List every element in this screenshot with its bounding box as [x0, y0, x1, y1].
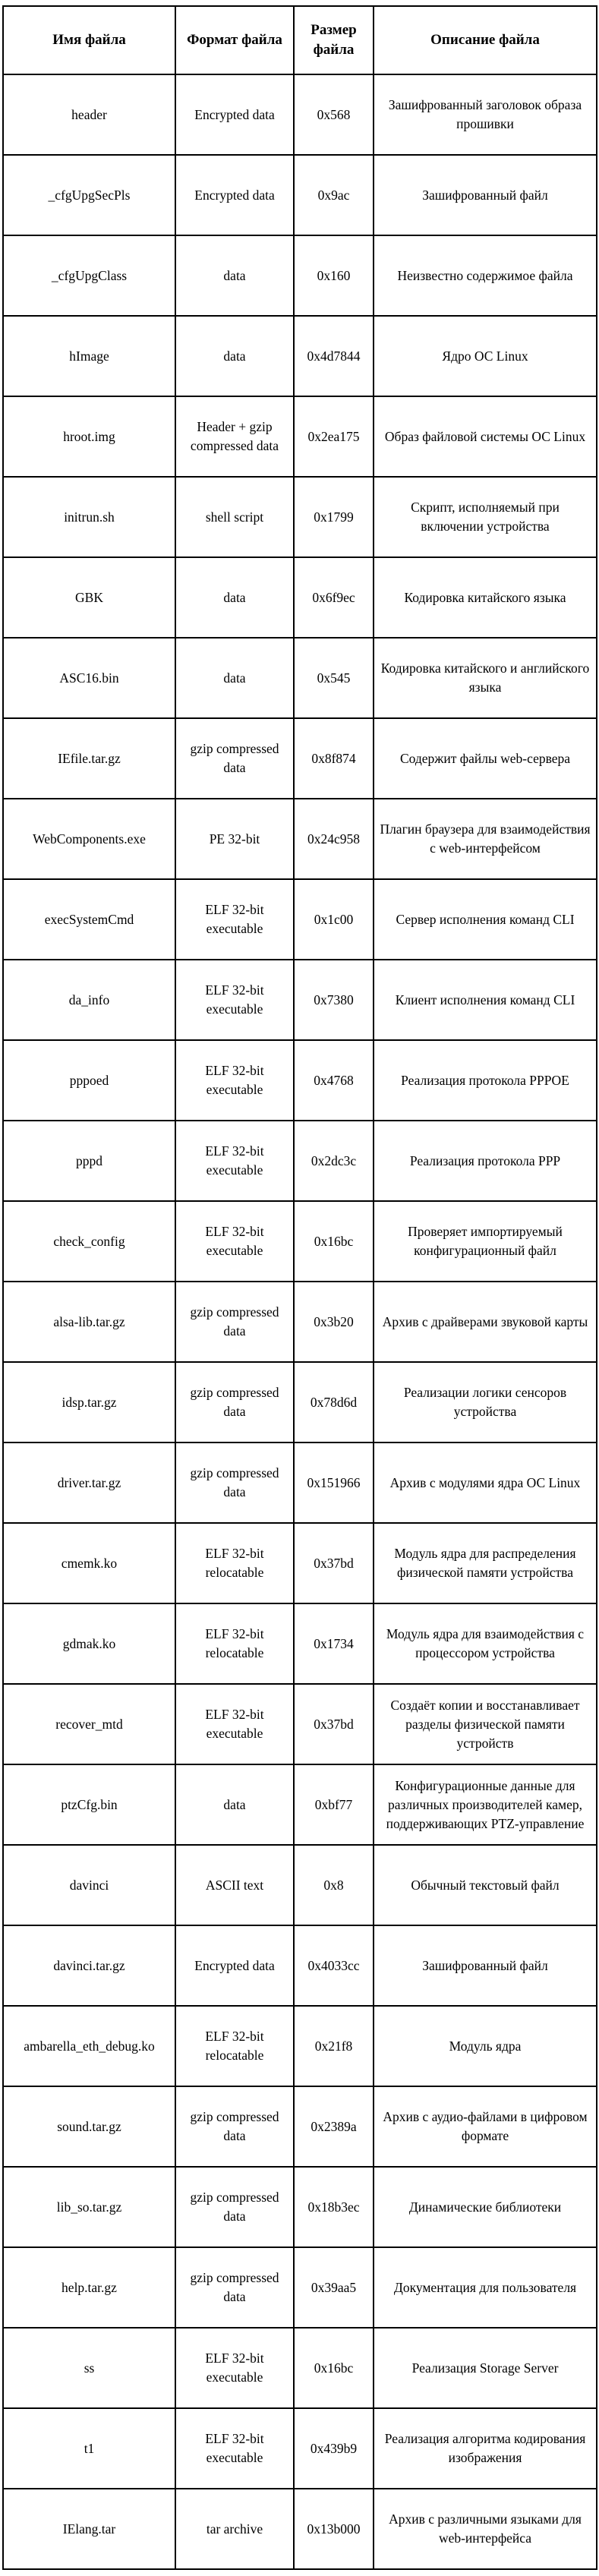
- file-description-cell: Образ файловой системы ОС Linux: [374, 396, 597, 477]
- file-description-cell: Архив с модулями ядра ОС Linux: [374, 1442, 597, 1523]
- file-format-cell: gzip compressed data: [175, 718, 294, 799]
- file-description-cell: Кодировка китайского языка: [374, 557, 597, 638]
- column-header-file-size: Размер файла: [294, 6, 374, 74]
- file-format-cell: data: [175, 638, 294, 718]
- file-format-cell: ELF 32-bit executable: [175, 2408, 294, 2489]
- column-header-file-name: Имя файла: [3, 6, 175, 74]
- file-size-cell: 0x2ea175: [294, 396, 374, 477]
- file-description-cell: Клиент исполнения команд CLI: [374, 960, 597, 1040]
- file-format-cell: gzip compressed data: [175, 2086, 294, 2167]
- file-description-cell: Модуль ядра для распределения физической памяти устройства: [374, 1523, 597, 1603]
- file-size-cell: 0x78d6d: [294, 1362, 374, 1442]
- file-size-cell: 0x8: [294, 1845, 374, 1925]
- file-size-cell: 0x7380: [294, 960, 374, 1040]
- file-size-cell: 0x3b20: [294, 1282, 374, 1362]
- file-size-cell: 0x16bc: [294, 1201, 374, 1282]
- file-size-cell: 0x39aa5: [294, 2247, 374, 2328]
- table-row: [3, 799, 597, 879]
- file-name-cell: lib_so.tar.gz: [3, 2167, 175, 2247]
- table-row: [3, 1603, 597, 1684]
- file-name-cell: IElang.tar: [3, 2489, 175, 2569]
- file-name-cell: ptzCfg.bin: [3, 1764, 175, 1845]
- file-description-cell: Скрипт, исполняемый при включении устройства: [374, 477, 597, 557]
- table-row: [3, 1040, 597, 1121]
- file-name-cell: idsp.tar.gz: [3, 1362, 175, 1442]
- column-header-file-description: Описание файла: [374, 6, 597, 74]
- file-size-cell: 0x6f9ec: [294, 557, 374, 638]
- file-description-cell: Реализация протокола PPPOE: [374, 1040, 597, 1121]
- file-size-cell: 0x4768: [294, 1040, 374, 1121]
- file-format-cell: tar archive: [175, 2489, 294, 2569]
- file-format-cell: data: [175, 235, 294, 316]
- table-row: [3, 1121, 597, 1201]
- file-name-cell: t1: [3, 2408, 175, 2489]
- file-format-cell: PE 32-bit: [175, 799, 294, 879]
- table-row: [3, 1523, 597, 1603]
- file-size-cell: 0x37bd: [294, 1523, 374, 1603]
- file-size-cell: 0x16bc: [294, 2328, 374, 2408]
- file-size-cell: 0x8f874: [294, 718, 374, 799]
- table-header: [3, 6, 597, 74]
- file-format-cell: Encrypted data: [175, 155, 294, 235]
- header-row: [3, 6, 597, 74]
- file-size-cell: 0x439b9: [294, 2408, 374, 2489]
- table-row: [3, 1201, 597, 1282]
- file-size-cell: 0x4033cc: [294, 1925, 374, 2006]
- file-name-cell: check_config: [3, 1201, 175, 1282]
- file-description-cell: Сервер исполнения команд CLI: [374, 879, 597, 960]
- file-name-cell: ss: [3, 2328, 175, 2408]
- file-description-cell: Создаёт копии и восстанавливает разделы физической памяти устройств: [374, 1684, 597, 1764]
- file-description-cell: Реализация протокола PPP: [374, 1121, 597, 1201]
- file-size-cell: 0x2389a: [294, 2086, 374, 2167]
- file-size-cell: 0x1799: [294, 477, 374, 557]
- file-name-cell: WebComponents.exe: [3, 799, 175, 879]
- file-format-cell: Header + gzip compressed data: [175, 396, 294, 477]
- file-name-cell: ambarella_eth_debug.ko: [3, 2006, 175, 2086]
- file-name-cell: ASC16.bin: [3, 638, 175, 718]
- file-name-cell: GBK: [3, 557, 175, 638]
- file-size-cell: 0x13b000: [294, 2489, 374, 2569]
- file-name-cell: recover_mtd: [3, 1684, 175, 1764]
- file-description-cell: Архив с аудио-файлами в цифровом формате: [374, 2086, 597, 2167]
- file-description-cell: Неизвестно содержимое файла: [374, 235, 597, 316]
- file-format-cell: ELF 32-bit executable: [175, 1201, 294, 1282]
- file-description-cell: Ядро ОС Linux: [374, 316, 597, 396]
- table-row: [3, 2167, 597, 2247]
- table-row: [3, 316, 597, 396]
- file-size-cell: 0x545: [294, 638, 374, 718]
- table-row: [3, 1684, 597, 1764]
- file-size-cell: 0x21f8: [294, 2006, 374, 2086]
- file-name-cell: pppoed: [3, 1040, 175, 1121]
- column-header-file-format: Формат файла: [175, 6, 294, 74]
- table-row: [3, 155, 597, 235]
- file-name-cell: execSystemCmd: [3, 879, 175, 960]
- file-size-cell: 0x37bd: [294, 1684, 374, 1764]
- file-name-cell: IEfile.tar.gz: [3, 718, 175, 799]
- file-description-cell: Модуль ядра: [374, 2006, 597, 2086]
- file-description-cell: Конфигурационные данные для различных производителей камер, поддерживающих PTZ-управление: [374, 1764, 597, 1845]
- file-format-cell: Encrypted data: [175, 74, 294, 155]
- table-row: [3, 1764, 597, 1845]
- file-format-cell: ELF 32-bit relocatable: [175, 2006, 294, 2086]
- table-row: [3, 2247, 597, 2328]
- table-row: [3, 477, 597, 557]
- file-description-cell: Зашифрованный файл: [374, 1925, 597, 2006]
- file-description-cell: Динамические библиотеки: [374, 2167, 597, 2247]
- table-row: [3, 718, 597, 799]
- file-description-cell: Кодировка китайского и английского языка: [374, 638, 597, 718]
- table-body: [3, 74, 597, 2569]
- file-format-cell: data: [175, 557, 294, 638]
- file-format-cell: gzip compressed data: [175, 2167, 294, 2247]
- table-row: [3, 74, 597, 155]
- table-row: [3, 2408, 597, 2489]
- file-name-cell: da_info: [3, 960, 175, 1040]
- file-size-cell: 0x160: [294, 235, 374, 316]
- file-size-cell: 0xbf77: [294, 1764, 374, 1845]
- file-format-cell: ELF 32-bit executable: [175, 1040, 294, 1121]
- table-row: [3, 1845, 597, 1925]
- file-size-cell: 0x4d7844: [294, 316, 374, 396]
- table-row: [3, 2489, 597, 2569]
- file-name-cell: driver.tar.gz: [3, 1442, 175, 1523]
- file-name-cell: help.tar.gz: [3, 2247, 175, 2328]
- file-size-cell: 0x151966: [294, 1442, 374, 1523]
- file-size-cell: 0x568: [294, 74, 374, 155]
- file-name-cell: gdmak.ko: [3, 1603, 175, 1684]
- file-size-cell: 0x1734: [294, 1603, 374, 1684]
- file-description-cell: Архив с различными языками для web-интерфейса: [374, 2489, 597, 2569]
- file-name-cell: davinci.tar.gz: [3, 1925, 175, 2006]
- file-size-cell: 0x9ac: [294, 155, 374, 235]
- file-description-cell: Плагин браузера для взаимодействия с web-интерфейсом: [374, 799, 597, 879]
- file-size-cell: 0x18b3ec: [294, 2167, 374, 2247]
- file-format-cell: ELF 32-bit executable: [175, 1121, 294, 1201]
- file-name-cell: _cfgUpgSecPls: [3, 155, 175, 235]
- table-row: [3, 1925, 597, 2006]
- file-format-cell: ELF 32-bit executable: [175, 960, 294, 1040]
- file-size-cell: 0x1c00: [294, 879, 374, 960]
- table-row: [3, 235, 597, 316]
- file-description-cell: Реализации логики сенсоров устройства: [374, 1362, 597, 1442]
- file-name-cell: hroot.img: [3, 396, 175, 477]
- file-name-cell: _cfgUpgClass: [3, 235, 175, 316]
- file-name-cell: alsa-lib.tar.gz: [3, 1282, 175, 1362]
- file-name-cell: pppd: [3, 1121, 175, 1201]
- table-row: [3, 2086, 597, 2167]
- table-row: [3, 638, 597, 718]
- table-row: [3, 879, 597, 960]
- file-format-cell: ELF 32-bit executable: [175, 1684, 294, 1764]
- table-row: [3, 960, 597, 1040]
- file-description-cell: Зашифрованный файл: [374, 155, 597, 235]
- file-description-cell: Зашифрованный заголовок образа прошивки: [374, 74, 597, 155]
- file-description-cell: Обычный текстовый файл: [374, 1845, 597, 1925]
- file-name-cell: davinci: [3, 1845, 175, 1925]
- file-name-cell: initrun.sh: [3, 477, 175, 557]
- firmware-files-table: [2, 5, 597, 2570]
- file-description-cell: Архив с драйверами звуковой карты: [374, 1282, 597, 1362]
- table-row: [3, 557, 597, 638]
- file-description-cell: Документация для пользователя: [374, 2247, 597, 2328]
- file-format-cell: data: [175, 1764, 294, 1845]
- file-format-cell: gzip compressed data: [175, 1282, 294, 1362]
- file-name-cell: hImage: [3, 316, 175, 396]
- file-format-cell: gzip compressed data: [175, 2247, 294, 2328]
- file-format-cell: gzip compressed data: [175, 1362, 294, 1442]
- table-row: [3, 1282, 597, 1362]
- file-name-cell: cmemk.ko: [3, 1523, 175, 1603]
- table-row: [3, 1362, 597, 1442]
- file-format-cell: ASCII text: [175, 1845, 294, 1925]
- file-format-cell: ELF 32-bit executable: [175, 879, 294, 960]
- file-format-cell: shell script: [175, 477, 294, 557]
- file-size-cell: 0x2dc3c: [294, 1121, 374, 1201]
- file-format-cell: data: [175, 316, 294, 396]
- file-size-cell: 0x24c958: [294, 799, 374, 879]
- file-format-cell: ELF 32-bit relocatable: [175, 1603, 294, 1684]
- file-description-cell: Проверяет импортируемый конфигурационный файл: [374, 1201, 597, 1282]
- file-format-cell: ELF 32-bit executable: [175, 2328, 294, 2408]
- table-row: [3, 396, 597, 477]
- table-row: [3, 2328, 597, 2408]
- file-description-cell: Модуль ядра для взаимодействия с процессором устройства: [374, 1603, 597, 1684]
- file-description-cell: Реализация Storage Server: [374, 2328, 597, 2408]
- file-name-cell: header: [3, 74, 175, 155]
- file-format-cell: Encrypted data: [175, 1925, 294, 2006]
- file-format-cell: gzip compressed data: [175, 1442, 294, 1523]
- file-description-cell: Содержит файлы web-сервера: [374, 718, 597, 799]
- table-row: [3, 2006, 597, 2086]
- file-format-cell: ELF 32-bit relocatable: [175, 1523, 294, 1603]
- file-name-cell: sound.tar.gz: [3, 2086, 175, 2167]
- table-row: [3, 1442, 597, 1523]
- file-description-cell: Реализация алгоритма кодирования изображения: [374, 2408, 597, 2489]
